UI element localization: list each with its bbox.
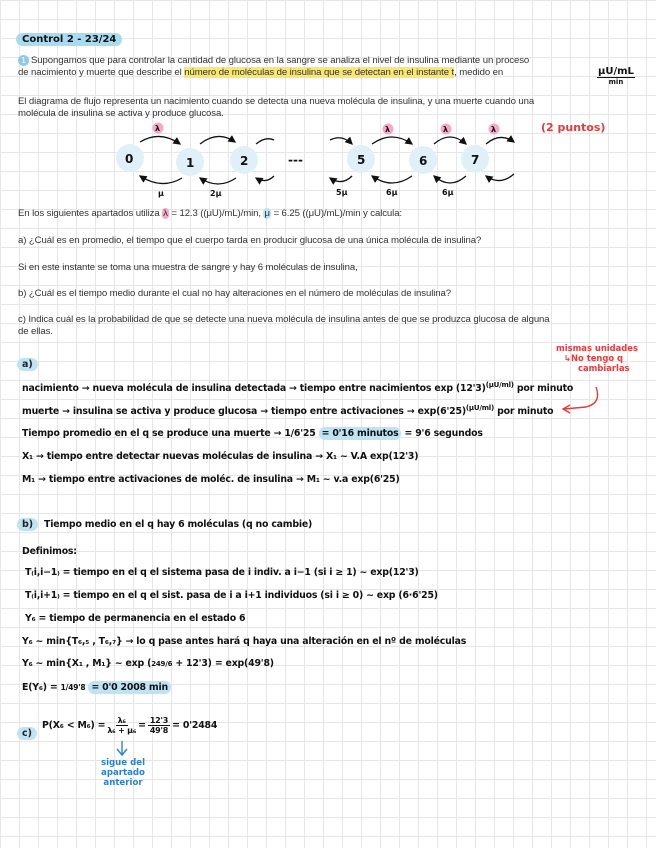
intro-text-2b: , medido en (454, 67, 504, 78)
answer-a-line-1 (22, 381, 573, 394)
ellipsis: --- (288, 153, 303, 167)
rates-text-1: En los siguientes apartados utiliza (18, 208, 163, 219)
diagram-text-1: El diagrama de flujo representa un nacimiento cuando se detecta una nueva molécula de insulina, y una muerte cuando una (18, 96, 535, 107)
rates-text-2: = 12.3 ((μU)/mL)/min, (168, 208, 264, 219)
answer-a-line-3-fraction: 1/6'25 (284, 428, 316, 439)
birth-rate-label: λ (491, 125, 497, 134)
birth-arrow-5-6 (372, 137, 412, 144)
answer-c-formula (42, 716, 217, 735)
sigue-arrow (115, 740, 129, 758)
death-arrow-7-6 (434, 176, 466, 183)
death-rate-label: 2μ (210, 189, 222, 198)
answer-c-fraction-1 (107, 716, 136, 735)
answer-a-line-1-unit: (μU/ml) (485, 381, 514, 389)
answer-b-line-5-fraction: 249/6 (151, 660, 173, 668)
units-note-line-3: cambiarlas (578, 363, 630, 373)
sigue-note-line-1: sigue del (100, 758, 146, 768)
birth-rate-label: λ (385, 125, 391, 134)
answer-c-fraction-2 (148, 716, 170, 735)
intro-text-2a: de nacimiento y muerte que describe el (18, 67, 185, 78)
answer-b-result-fraction: 1/49'8 (60, 683, 86, 692)
death-arrow-6-5 (372, 176, 412, 183)
birth-rate-label: λ (443, 125, 449, 134)
answer-b-line-5-suffix: + 12'3) = exp(49'8) (172, 658, 274, 669)
units-note-line-1: mismas unidades (556, 343, 638, 353)
answer-b-line-5 (22, 658, 274, 669)
death-arrow-5-out (330, 176, 352, 182)
answer-c-fraction-1-bottom: λ₆ + μ₆ (107, 726, 137, 735)
intro-text-1: Supongamos que para controlar la cantidad de glucosa en la sangre se analiza el nivel de insulina mediante un proceso (31, 55, 530, 66)
death-rate-label: 6μ (386, 188, 398, 197)
diagram-description (18, 96, 643, 120)
birth-arrow-in-5 (330, 138, 352, 144)
answer-c-fraction-1-top: λ₆ (117, 716, 126, 725)
problem-intro (18, 55, 643, 79)
state-label-0: 0 (125, 152, 134, 166)
answer-b-line-2: T₍i,i+1₎ = tiempo en el q el sist. pasa de i a i+1 individuos (si i ≥ 0) ~ exp (6·6'25) (25, 590, 438, 601)
state-label-1: 1 (186, 156, 195, 170)
birth-rate-label: λ (155, 124, 161, 133)
lambda-symbol: λ (163, 208, 168, 219)
answer-a-line-2-suffix: por minuto (494, 406, 554, 418)
answer-b-result-text: E(Y₆) = (22, 682, 61, 693)
question-number-badge: 1 (18, 55, 29, 66)
death-arrow-in-7 (486, 174, 514, 181)
unit-numerator: μU/mL (598, 66, 634, 77)
answer-c-fraction-2-bottom: 49'8 (149, 726, 169, 735)
death-arrow-2-1 (200, 178, 236, 184)
answer-b-line-3: Y₆ = tiempo de permanencia en el estado 6 (25, 613, 246, 624)
answer-b-line-5-text: Y₆ ~ min{X₁ , M₁} ~ exp ( (22, 658, 152, 669)
document-title: Control 2 - 23/24 (16, 33, 122, 46)
question-b: b) ¿Cuál es el tiempo medio durante el cual no hay alteraciones en el número de moléculas de insulina? (18, 288, 451, 299)
units-note (556, 343, 638, 373)
rates-text-3: = 6.25 ((μU)/mL)/min y calcula: (270, 208, 403, 219)
units-note-line-2: ↳No tengo q (564, 353, 624, 363)
unit-denominator: min (608, 78, 624, 86)
state-label-5: 5 (357, 153, 366, 167)
answer-a-line-2 (22, 404, 553, 417)
answer-a-line-3-text: Tiempo promedio en el q se produce una muerte → (22, 428, 285, 439)
answer-a-line-3-suffix: = 9'6 segundos (401, 428, 483, 439)
state-label-2: 2 (240, 154, 249, 168)
rates-intro (18, 208, 648, 220)
question-a: a) ¿Cuál es en promedio, el tiempo que el cuerpo tarda en producir glucosa de una única molécula de insulina? (18, 235, 482, 246)
answer-b-label: b) (17, 518, 38, 531)
question-c-line-1: c) Indica cuál es la probabilidad de que se detecte una nueva molécula de insulina antes de que se produzca glucosa de alguna (18, 314, 550, 325)
death-arrow-1-0 (140, 176, 182, 184)
death-arrow-in-2 (256, 176, 274, 181)
answer-a-line-5: M₁ → tiempo entre activaciones de moléc. de insulina → M₁ ~ v.a exp(6'25) (22, 474, 400, 485)
sample-statement: Si en este instante se toma una muestra de sangre y hay 6 moléculas de insulina, (18, 262, 358, 273)
birth-arrow-2-out (256, 139, 274, 144)
intro-line-1 (18, 55, 643, 67)
diagram-text-2: molécula de insulina se activa y produce glucosa. (18, 108, 224, 119)
answer-a-line-2-text: muerte → insulina se activa y produce glucosa → tiempo entre activaciones → exp(6'25) (22, 406, 466, 418)
answer-a-line-1-text: nacimiento → nueva molécula de insulina detectada → tiempo entre nacimientos exp (12'3) (22, 383, 486, 395)
death-rate-label: μ (158, 189, 164, 198)
answer-b-line-1: T₍i,i−1₎ = tiempo en el q el sistema pasa de i indiv. a i−1 (si i ≥ 1) ~ exp(12'3) (25, 567, 419, 578)
points-label: (2 puntos) (541, 121, 606, 134)
answer-c-fraction-2-top: 12'3 (149, 716, 169, 725)
sigue-note-line-3: anterior (103, 778, 143, 788)
unit-fraction (597, 66, 635, 86)
sigue-note (90, 758, 156, 788)
birth-death-diagram (90, 118, 530, 200)
intro-line-2 (18, 67, 643, 79)
birth-arrow-6-7 (434, 137, 466, 144)
highlighted-definition: número de moléculas de insulina que se detectan en el instante t (184, 67, 455, 78)
answer-c-equals: = (138, 720, 146, 731)
answer-a-line-3 (22, 428, 483, 439)
answer-b-line-4: Y₆ ~ min{T₆,₅ , T₆,₇} → lo q pase antes hará q haya una alteración en el nº de moléculas (22, 636, 467, 647)
answer-a-line-1-suffix: por minuto (513, 383, 574, 395)
birth-arrow-1-2 (200, 136, 235, 144)
birth-arrow-0-1 (140, 136, 180, 144)
answer-b-result (22, 682, 171, 693)
answer-b-heading: Tiempo medio en el q hay 6 moléculas (q no cambie) (44, 519, 313, 530)
death-rate-label: 6μ (442, 188, 454, 197)
units-note-text-2: No tengo q (571, 353, 624, 363)
answer-b-result-highlight: = 0'0 2008 min (88, 681, 171, 694)
answer-c-result: = 0'2484 (172, 720, 218, 731)
answer-c-lhs: P(X₆ < M₆) = (42, 720, 106, 731)
mu-symbol: μ (264, 208, 270, 219)
death-rate-label: 5μ (336, 188, 348, 197)
state-label-7: 7 (471, 153, 480, 167)
answer-c-label: c) (17, 727, 37, 740)
answer-b-definimos: Definimos: (22, 546, 77, 557)
state-label-6: 6 (419, 154, 428, 168)
answer-a-label: a) (17, 358, 38, 371)
question-c (18, 314, 648, 338)
sigue-note-line-2: apartado (101, 768, 145, 778)
question-c-line-2: de ellas. (18, 326, 53, 337)
answer-a-line-4: X₁ → tiempo entre detectar nuevas moléculas de insulina → X₁ ~ V.A exp(12'3) (22, 451, 419, 462)
answer-a-result-highlight: = 0'16 minutos (319, 427, 402, 440)
answer-a-line-2-unit: (μU/ml) (465, 404, 495, 412)
birth-arrow-7-out (486, 137, 514, 144)
